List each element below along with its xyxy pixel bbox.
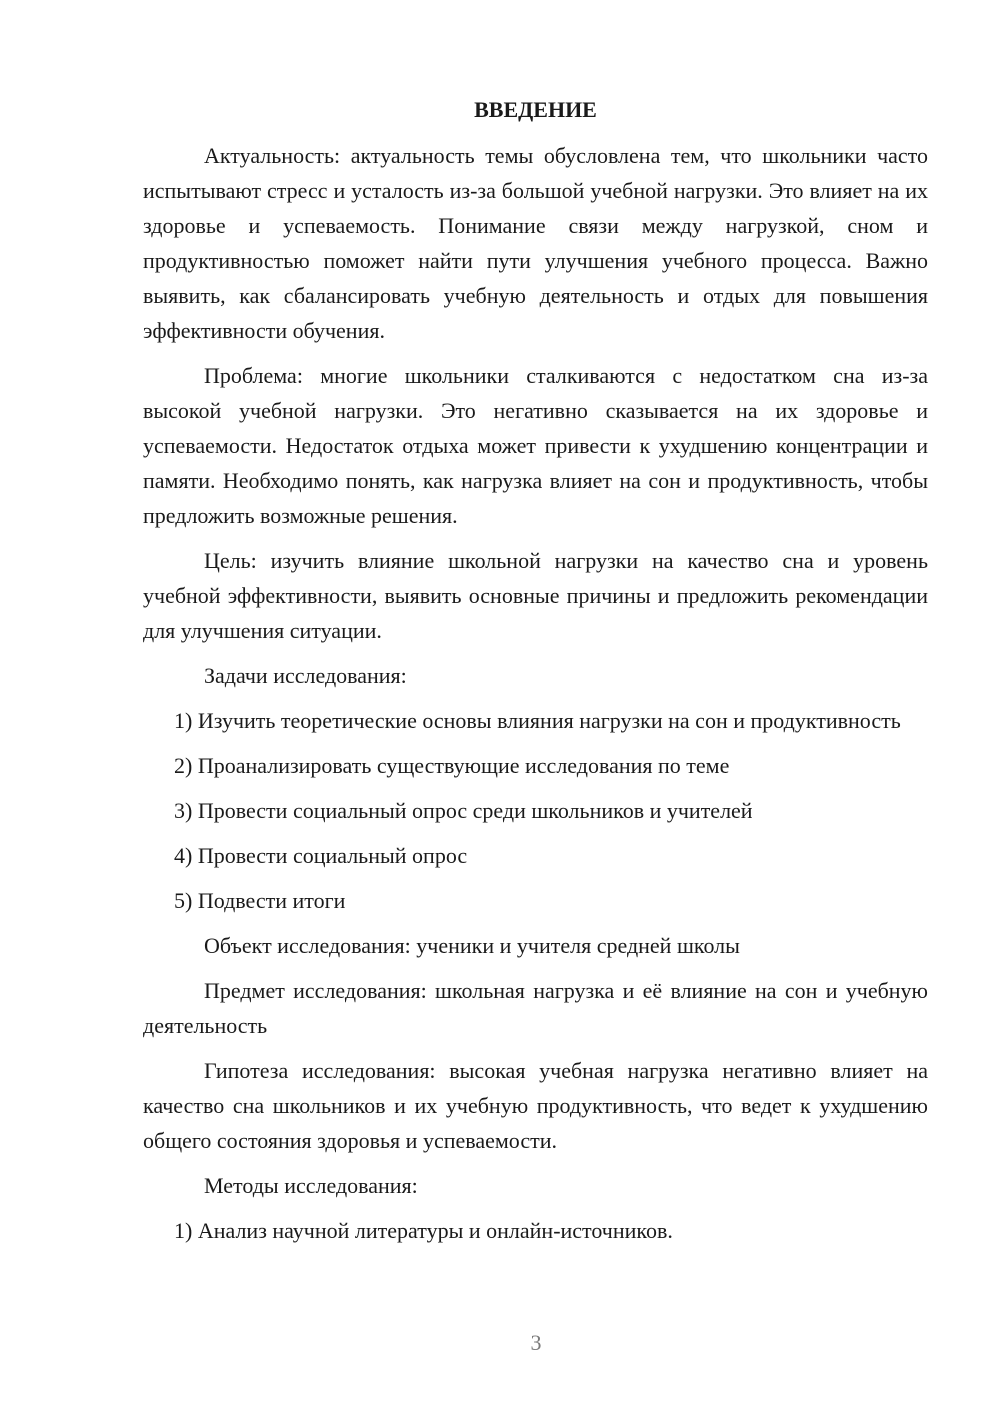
subject-paragraph: Предмет исследования: школьная нагрузка и её влияние на сон и учебную деятельность <box>143 978 928 1038</box>
task-item-2: 2) Проанализировать существующие исследования по теме <box>174 753 730 778</box>
object-paragraph: Объект исследования: ученики и учителя средней школы <box>204 933 740 958</box>
problem-paragraph: Проблема: многие школьники сталкиваются с недостатком сна из-за высокой учебной нагрузки. Это негативно сказывается на их здоровье и успеваемости. Недостаток отдыха может привести к ухудшению концентрации и памяти. Необходимо понять, как нагрузка влияет на сон и продуктивность, чтобы предложить возможные решения. <box>143 363 928 528</box>
task-item-5: 5) Подвести итоги <box>174 888 346 913</box>
method-item-1: 1) Анализ научной литературы и онлайн-источников. <box>174 1218 673 1243</box>
section-title: ВВЕДЕНИЕ <box>474 97 597 122</box>
document-page <box>143 95 928 1258</box>
methods-heading: Методы исследования: <box>204 1173 418 1198</box>
task-item-3: 3) Провести социальный опрос среди школьников и учителей <box>174 798 753 823</box>
hypothesis-paragraph: Гипотеза исследования: высокая учебная нагрузка негативно влияет на качество сна школьников и их учебную продуктивность, что ведет к ухудшению общего состояния здоровья и успеваемости. <box>143 1058 928 1153</box>
page-number: 3 <box>530 1330 542 1355</box>
tasks-heading: Задачи исследования: <box>204 663 407 688</box>
task-item-1: 1) Изучить теоретические основы влияния нагрузки на сон и продуктивность <box>174 708 901 733</box>
goal-paragraph: Цель: изучить влияние школьной нагрузки на качество сна и уровень учебной эффективности, выявить основные причины и предложить рекомендации для улучшения ситуации. <box>143 548 928 643</box>
task-item-4: 4) Провести социальный опрос <box>174 843 468 868</box>
relevance-paragraph: Актуальность: актуальность темы обусловлена тем, что школьники часто испытывают стресс и усталость из-за большой учебной нагрузки. Это влияет на их здоровье и успеваемость. Понимание связи между нагрузкой, сном и продуктивностью поможет найти пути улучшения учебного процесса. Важно выявить, как сбалансировать учебную деятельность и отдых для повышения эффективности обучения. <box>143 143 928 343</box>
